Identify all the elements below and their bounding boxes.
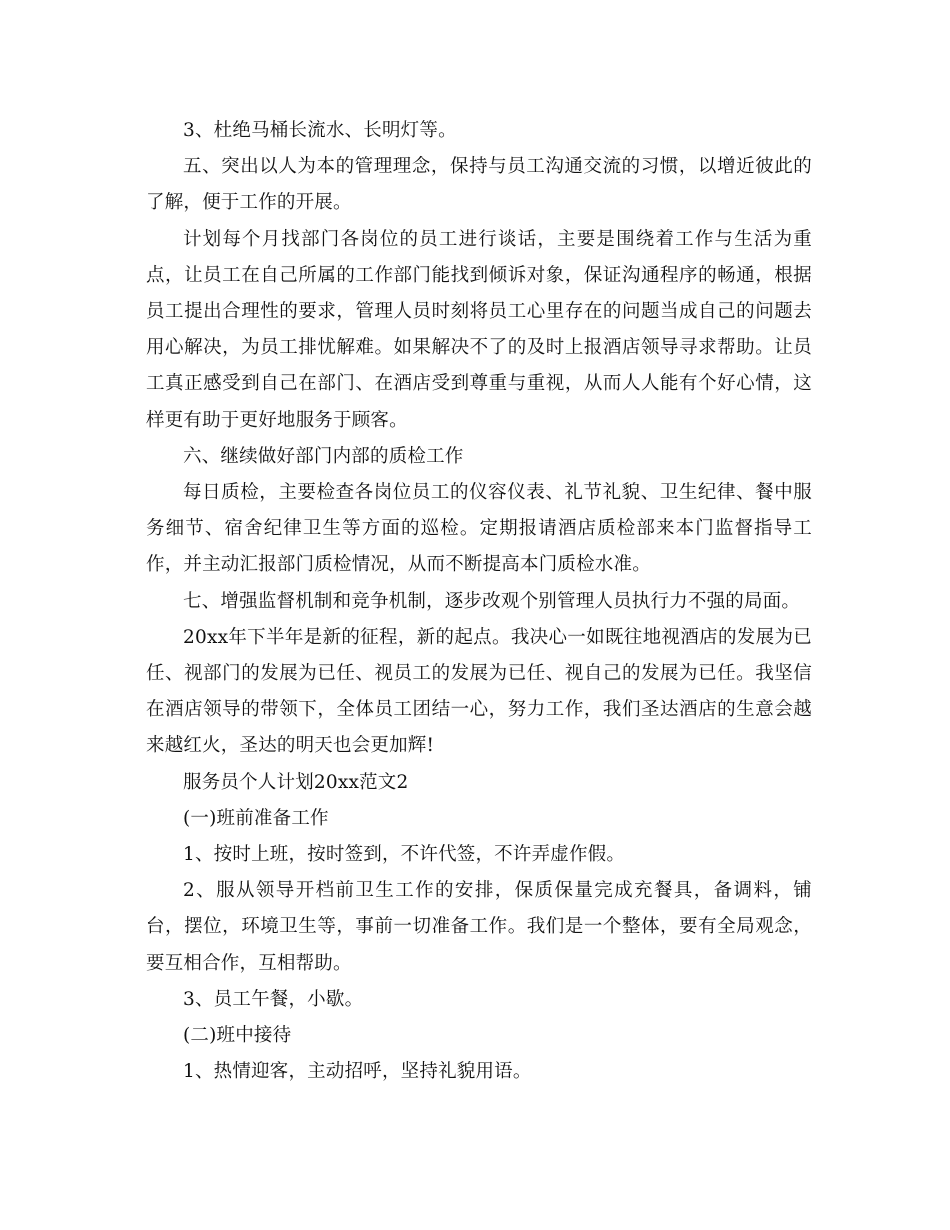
paragraph: 3、杜绝马桶长流水、长明灯等。: [183, 120, 457, 141]
list-item: 3、员工午餐，小歇。: [183, 988, 364, 1010]
section-heading: (一)班前准备工作: [183, 807, 329, 829]
section-heading: 七、增强监督机制和竞争机制，逐步改观个别管理人员执行力不强的局面。: [183, 590, 801, 612]
section-heading: 六、继续做好部门内部的质检工作: [183, 445, 464, 467]
document-page: [146, 113, 812, 1090]
list-item: 2、服从领导开档前卫生工作的安排，保质保量完成充餐具，备调料，铺台，摆位，环境卫生等，事前一切准备工作。我们是一个整体，要有全局观念，要互相合作，互相帮助。: [146, 880, 812, 974]
section-heading: (二)班中接待: [183, 1025, 292, 1047]
paragraph: 每日质检，主要检查各岗位员工的仪容仪表、礼节礼貌、卫生纪律、餐中服务细节、宿舍纪律卫生等方面的巡检。定期报请酒店质检部来本门监督指导工作，并主动汇报部门质检情况，从而不断提高本门质检水准。: [146, 482, 812, 576]
list-item: 1、按时上班，按时签到，不许代签，不许弄虚作假。: [183, 844, 626, 866]
subtitle: 服务员个人计划20xx范文2: [183, 771, 409, 793]
section-heading: 五、突出以人为本的管理理念，保持与员工沟通交流的习惯，以增近彼此的了解，便于工作的开展。: [146, 156, 812, 214]
list-item: 1、热情迎客，主动招呼，坚持礼貌用语。: [183, 1061, 532, 1083]
paragraph: 20xx年下半年是新的征程，新的起点。我决心一如既往地视酒店的发展为已任、视部门的发展为已任、视员工的发展为已任、视自己的发展为已任。我坚信在酒店领导的带领下，全体员工团结一心，努力工作，我们圣达酒店的生意会越来越红火，圣达的明天也会更加辉!: [146, 626, 812, 757]
paragraph: 计划每个月找部门各岗位的员工进行谈话，主要是围绕着工作与生活为重点，让员工在自己所属的工作部门能找到倾诉对象，保证沟通程序的畅通，根据员工提出合理性的要求，管理人员时刻将员工心里存在的问题当成自己的问题去用心解决，为员工排忧解难。如果解决不了的及时上报酒店领导寻求帮助。让员工真正感受到自己在部门、在酒店受到尊重与重视，从而人人能有个好心情，这样更有助于更好地服务于顾客。: [146, 228, 812, 431]
